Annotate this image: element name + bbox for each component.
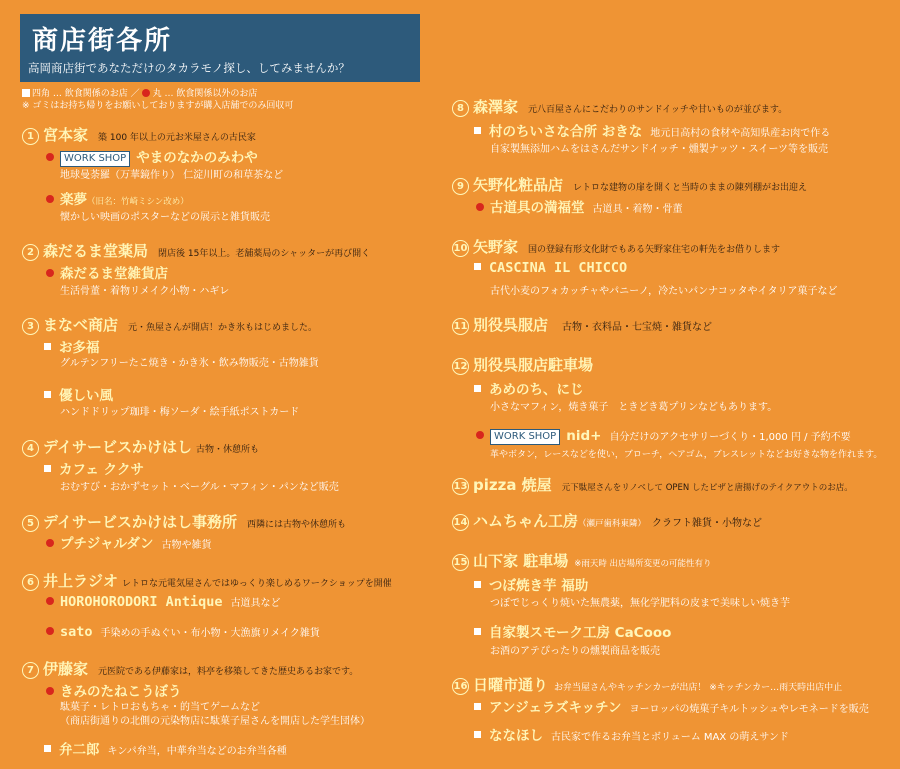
section-desc: 古物・衣料品・七宝焼・雑貨など xyxy=(562,322,713,333)
page-subtitle: 高岡商店街であなただけのタカラモノ探し、してみませんか？ xyxy=(28,61,350,75)
shop-desc: 小さなマフィン，焼き菓子 ときどき葛プリンなどもあります。 xyxy=(490,402,778,413)
shop-desc: 生活骨董・着物リメイク小物・ハギレ xyxy=(60,286,230,297)
shop-item xyxy=(44,188,189,208)
shop-name: 自家製スモーク工房 CaCooo xyxy=(489,625,672,641)
page-title: 商店街各所 xyxy=(32,26,173,56)
circle-marker-icon xyxy=(46,627,54,635)
shop-name: カフェ ククサ xyxy=(59,462,145,478)
shop-item xyxy=(44,738,287,758)
section-9-heading xyxy=(452,174,807,195)
shop-name: ななほし xyxy=(489,728,543,744)
section-note: （瀬戸歯科東隣） xyxy=(578,519,647,529)
shop-name: sato xyxy=(60,624,93,640)
section-name: デイサービスかけはし xyxy=(43,438,192,456)
shop-desc: 手染めの手ぬぐい・布小物・大漁旗リメイク雑貨 xyxy=(100,628,320,639)
section-desc: レトロな建物の扉を開くと当時のままの陳列棚がお出迎え xyxy=(573,183,808,193)
section-name: デイサービスかけはし事務所 xyxy=(43,513,237,531)
shop-desc: 古代小麦のフォカッチャやパニーノ，冷たいパンナコッタやイタリア菓子など xyxy=(490,286,838,297)
shop-desc: （商店街通りの北側の元染物店に駄菓子屋さんを開店した学生団体） xyxy=(60,716,370,727)
circle-marker-icon xyxy=(46,195,54,203)
shop-item xyxy=(44,146,258,167)
section-desc: 閉店後 15年以上。老舗薬局のシャッターが再び開く xyxy=(158,249,371,259)
section-desc: 古物・休憩所も xyxy=(195,445,259,455)
shop-name: HOROHORODORI Antique xyxy=(60,594,223,610)
shop-desc: 駄菓子・レトロおもちゃ・的当てゲームなど xyxy=(60,702,260,713)
shop-name: つぼ焼き芋 福助 xyxy=(489,578,589,594)
section-number: 7 xyxy=(22,662,39,679)
section-number: 2 xyxy=(22,244,39,261)
circle-marker-icon xyxy=(46,687,54,695)
shop-item xyxy=(44,262,168,282)
shop-name: 弁二郎 xyxy=(59,742,100,758)
section-name: 別役呉服店駐車場 xyxy=(473,356,594,374)
section-6-heading xyxy=(22,570,392,591)
shop-item xyxy=(474,696,869,716)
section-desc: 元下駄屋さんをリノベして OPEN したピザと唐揚げのテイクアウトのお店。 xyxy=(561,483,853,493)
section-name: 別役呉服店 xyxy=(473,316,549,334)
shop-name: きみのたねこうぼう xyxy=(60,684,182,700)
shop-desc: 古道具など xyxy=(230,598,281,609)
section-name: まなべ商店 xyxy=(43,316,119,334)
circle-marker-icon xyxy=(46,539,54,547)
square-marker-icon xyxy=(474,263,481,270)
shop-item xyxy=(474,574,588,594)
circle-marker-icon xyxy=(142,89,150,97)
shop-item xyxy=(44,624,320,640)
section-15-heading xyxy=(452,550,712,571)
section-name: 森だるま堂薬局 xyxy=(43,242,149,260)
shop-name: お多福 xyxy=(59,340,100,356)
shop-name: あめのち、にじ xyxy=(489,382,584,398)
section-name: 矢野家 xyxy=(473,238,519,256)
circle-marker-icon xyxy=(46,269,54,277)
section-name: 日曜市通り xyxy=(473,676,549,694)
workshop-badge: WORK SHOP xyxy=(490,429,560,445)
section-number: 1 xyxy=(22,128,39,145)
legend-circle: 丸 … 飲食関係以外のお店 xyxy=(152,89,258,99)
shop-name: 楽夢 xyxy=(60,192,87,208)
shop-name: アンジェラズキッチン xyxy=(489,700,622,716)
square-marker-icon xyxy=(22,89,30,97)
shop-name: 古道具の満福堂 xyxy=(490,200,585,216)
circle-marker-icon xyxy=(46,153,54,161)
shop-desc: つぼでじっくり焼いた無農薬，無化学肥料の皮まで美味しい焼き芋 xyxy=(490,598,790,609)
section-number: 10 xyxy=(452,240,469,257)
shop-desc: お酒のアテぴったりの燻製商品を販売 xyxy=(490,646,660,657)
circle-marker-icon xyxy=(46,597,54,605)
section-number: 4 xyxy=(22,440,39,457)
section-number: 6 xyxy=(22,574,39,591)
square-marker-icon xyxy=(474,127,481,134)
shop-item xyxy=(474,120,830,140)
shop-name: 村のちいさな合所 おきな xyxy=(489,124,643,140)
shop-desc: キンパ弁当，中華弁当などのお弁当各種 xyxy=(107,746,287,757)
shop-item xyxy=(474,378,584,398)
section-number: 5 xyxy=(22,515,39,532)
header-banner xyxy=(20,14,420,82)
shop-name: CASCINA IL CHICCO xyxy=(489,260,628,276)
square-marker-icon xyxy=(44,343,51,350)
shop-desc: ハンドドリップ珈琲・梅ソーダ・絵手紙ポストカード xyxy=(60,407,300,418)
shop-item xyxy=(44,594,281,610)
circle-marker-icon xyxy=(476,431,484,439)
shop-note: （旧名：竹崎ミシン改め） xyxy=(87,197,189,207)
legend-square: 四角 … 飲食関係のお店 ／ xyxy=(32,89,140,99)
shop-name: 森だるま堂雑貨店 xyxy=(60,266,168,282)
section-2-heading xyxy=(22,240,370,261)
shop-desc: グルテンフリーたこ焼き・かき氷・飲み物販売・古物雑貨 xyxy=(60,358,319,369)
shop-desc: 古道具・着物・骨董 xyxy=(592,204,683,215)
section-name: pizza 焼屋 xyxy=(473,476,552,494)
shop-item xyxy=(44,680,182,700)
section-number: 14 xyxy=(452,514,469,531)
section-desc: ※雨天時 出店場所変更の可能性有り xyxy=(574,559,712,569)
section-13-heading xyxy=(452,474,853,495)
section-name: 森澤家 xyxy=(473,98,519,116)
shop-item xyxy=(474,428,851,445)
square-marker-icon xyxy=(474,581,481,588)
shop-item xyxy=(44,458,144,478)
section-desc: クラフト雑貨・小物など xyxy=(652,518,763,529)
section-number: 11 xyxy=(452,318,469,335)
section-14-heading xyxy=(452,510,762,531)
section-name: 伊藤家 xyxy=(43,660,89,678)
legend-note: ※ ゴミはお持ち帰りをお願いしておりますが購入店舗でのみ回収可 xyxy=(22,101,294,111)
shop-name: nid+ xyxy=(566,428,602,444)
section-5-heading xyxy=(22,511,346,532)
section-1-heading xyxy=(22,124,256,145)
section-name: ハムちゃん工房 xyxy=(473,512,579,530)
section-name: 宮本家 xyxy=(43,126,89,144)
shop-name: プチジャルダン xyxy=(60,536,154,552)
square-marker-icon xyxy=(474,385,481,392)
section-name: 井上ラジオ xyxy=(43,572,119,590)
section-desc: 西隣には古物や休憩所も xyxy=(246,520,346,530)
section-desc: レトロな元電気屋さんではゆっくり楽しめるワークショップを開催 xyxy=(122,579,392,589)
square-marker-icon xyxy=(474,731,481,738)
section-8-heading xyxy=(452,96,787,117)
square-marker-icon xyxy=(474,628,481,635)
section-desc: 国の登録有形文化財でもある矢野家住宅の軒先をお借りします xyxy=(528,245,781,255)
section-number: 9 xyxy=(452,178,469,195)
shop-desc: 古民家で作るお弁当とボリューム MAX の萌えサンド xyxy=(551,732,789,743)
shop-name: やまのなかのみわや xyxy=(136,150,258,166)
shop-desc: 自家製無添加ハムをはさんだサンドイッチ・燻製ナッツ・スイーツ等を販売 xyxy=(490,144,828,155)
shop-desc: 革やボタン，レースなどを使い，ブローチ，ヘアゴム，ブレスレットなどお好きな物を作れます。 xyxy=(490,450,883,460)
shop-desc: おむすび・おかずセット・ベーグル・マフィン・パンなど販売 xyxy=(60,482,339,493)
section-number: 3 xyxy=(22,318,39,335)
section-name: 山下家 駐車場 xyxy=(473,552,569,570)
section-desc: 元八百屋さんにこだわりのサンドイッチや甘いものが並びます。 xyxy=(528,105,788,115)
section-12-heading xyxy=(452,354,593,375)
shop-desc: 地球曼荼羅（万華鏡作り） 仁淀川町の和草茶など xyxy=(60,170,284,181)
section-desc: 築 100 年以上の元お米屋さんの古民家 xyxy=(98,133,256,143)
shop-name: 優しい風 xyxy=(59,388,113,404)
section-3-heading xyxy=(22,314,317,335)
section-desc: 元医院である伊藤家は，料亭を移築してきた歴史あるお家です。 xyxy=(98,667,359,677)
shop-item xyxy=(474,621,671,641)
shop-item xyxy=(44,384,113,404)
square-marker-icon xyxy=(44,745,51,752)
shop-item xyxy=(474,724,789,744)
section-7-heading xyxy=(22,658,358,679)
section-16-heading xyxy=(452,674,842,695)
shop-desc: 自分だけのアクセサリーづくり・1,000 円 / 予約不要 xyxy=(609,432,851,443)
section-desc: 元・魚屋さんが開店！かき氷もはじめました。 xyxy=(128,323,318,333)
shop-item xyxy=(44,532,212,552)
shop-desc: 地元日高村の食材や高知県産お肉で作る xyxy=(650,128,831,139)
shop-desc: 懐かしい映画のポスターなどの展示と雑貨販売 xyxy=(60,212,270,223)
section-number: 12 xyxy=(452,358,469,375)
section-10-heading xyxy=(452,236,780,257)
section-11-heading xyxy=(452,314,712,335)
square-marker-icon xyxy=(44,391,51,398)
shop-item xyxy=(44,336,100,356)
workshop-badge: WORK SHOP xyxy=(60,151,130,167)
shop-item xyxy=(474,196,683,216)
square-marker-icon xyxy=(474,703,481,710)
shop-desc: 古物や雑貨 xyxy=(161,540,212,551)
section-number: 8 xyxy=(452,100,469,117)
section-number: 15 xyxy=(452,554,469,571)
section-4-heading xyxy=(22,436,259,457)
section-desc: お弁当屋さんやキッチンカーが出店！ ※キッチンカー…雨天時出店中止 xyxy=(554,683,843,693)
shop-desc: ヨーロッパの焼菓子キルトッシュやレモネードを販売 xyxy=(629,704,869,715)
square-marker-icon xyxy=(44,465,51,472)
shop-item xyxy=(474,260,627,276)
section-number: 13 xyxy=(452,478,469,495)
section-name: 矢野化粧品店 xyxy=(473,176,564,194)
section-number: 16 xyxy=(452,678,469,695)
circle-marker-icon xyxy=(476,203,484,211)
